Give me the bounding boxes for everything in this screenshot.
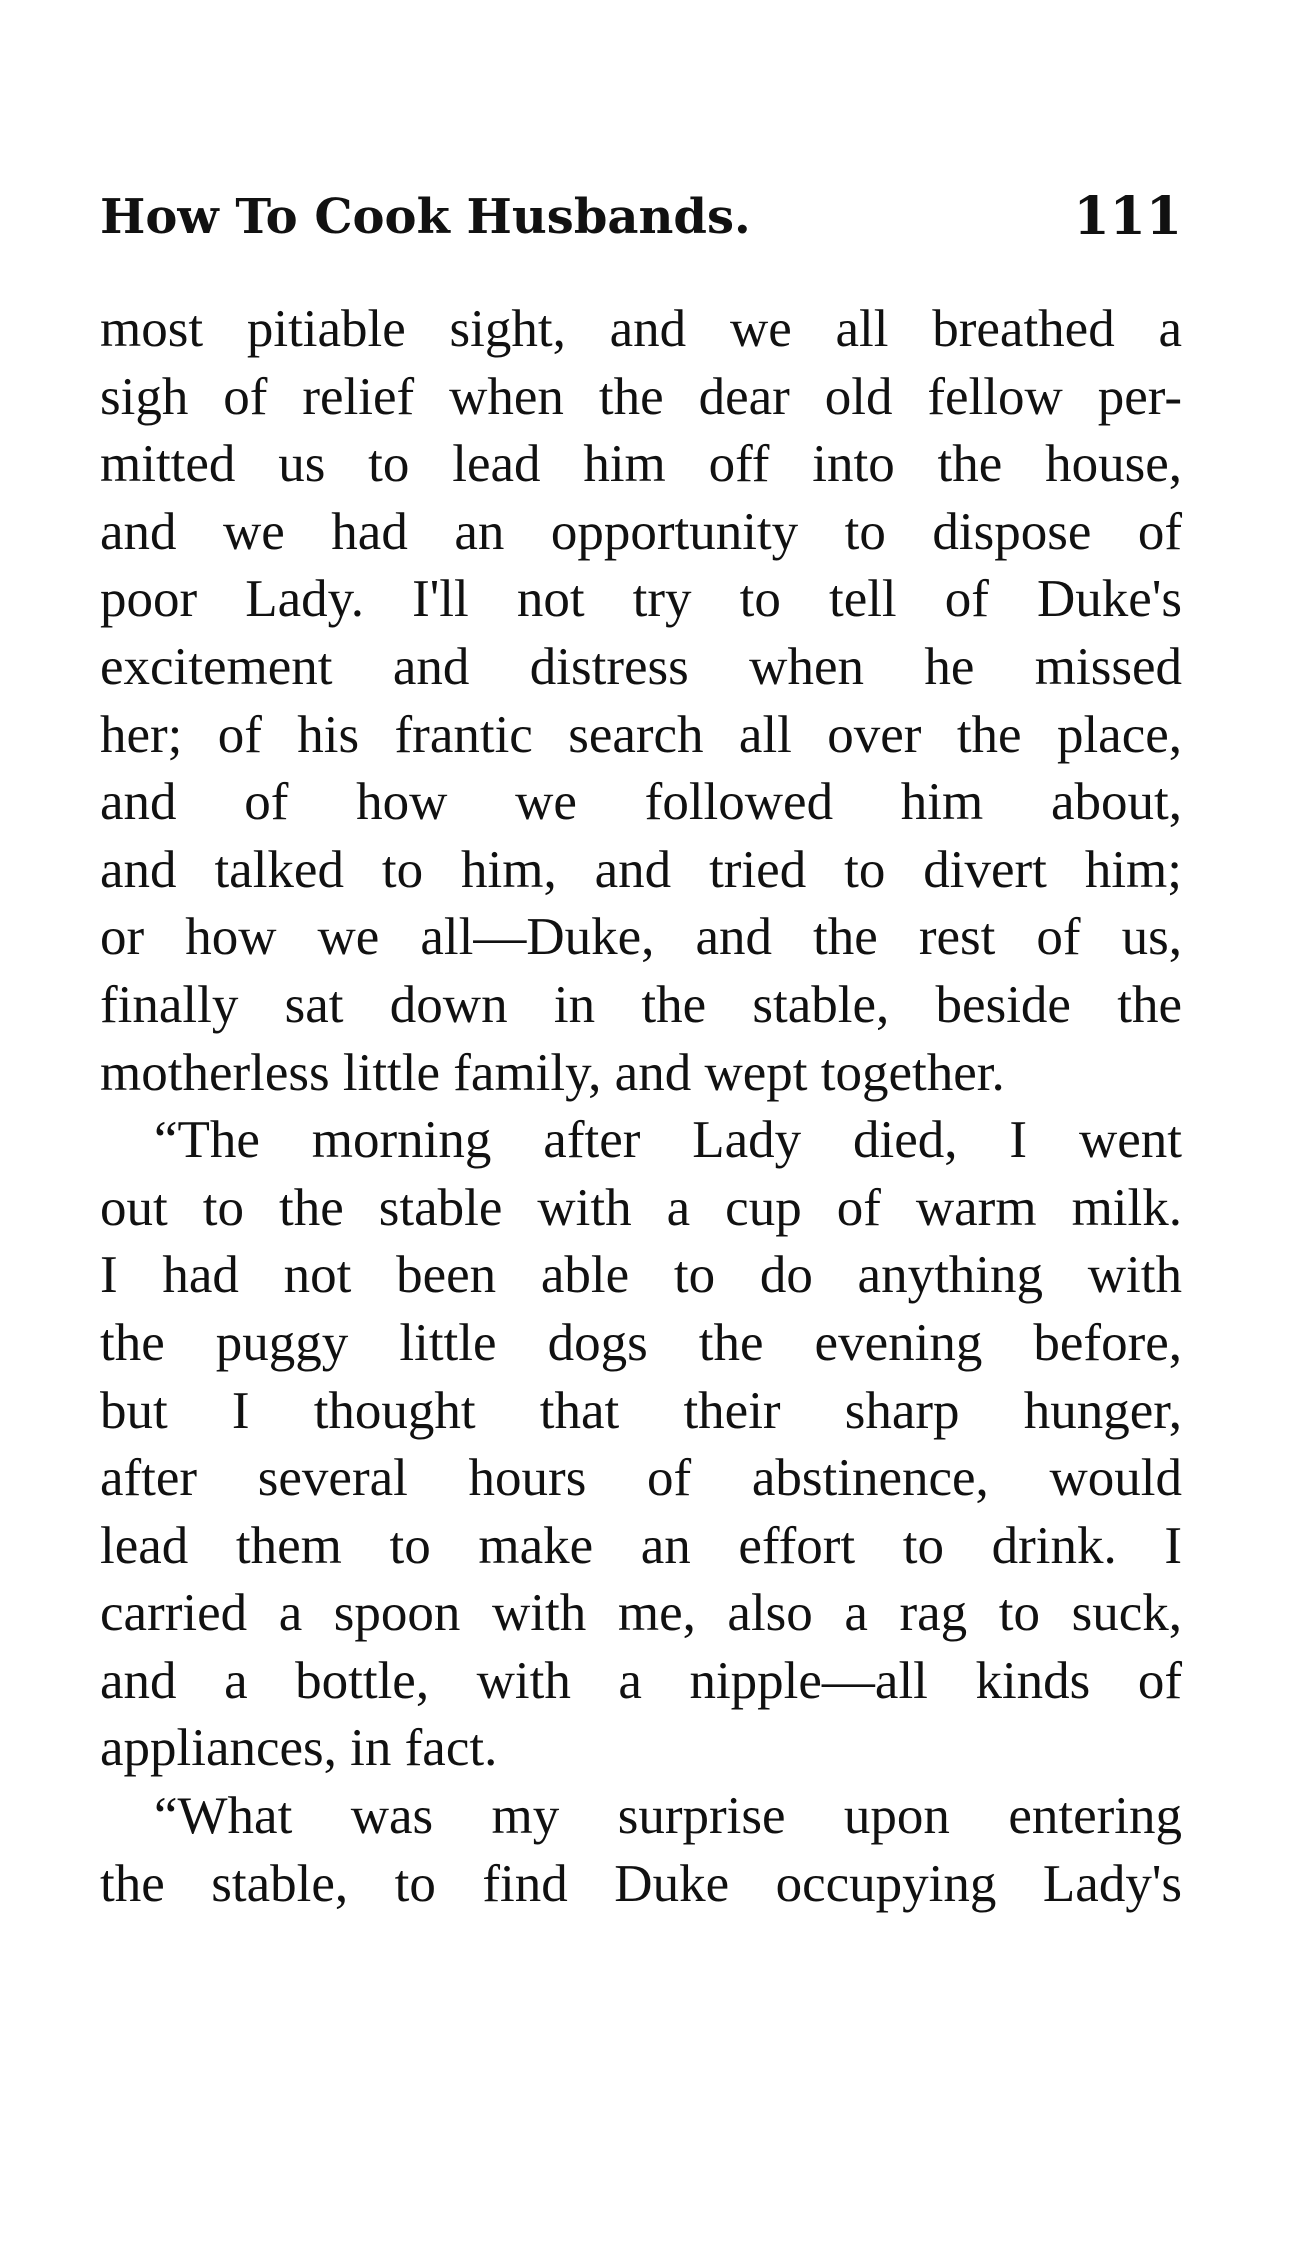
text-line: out to the stable with a cup of warm milk. [100, 1178, 1182, 1237]
text-line: sigh of relief when the dear old fellow per- [100, 367, 1182, 426]
text-line: motherless little family, and wept together. [100, 1043, 1005, 1102]
text-line: carried a spoon with me, also a rag to suck, [100, 1584, 1182, 1643]
text-line: the puggy little dogs the evening before, [100, 1313, 1182, 1372]
text-line: and we had an opportunity to dispose of [100, 502, 1182, 561]
text-line: poor Lady. I'll not try to tell of Duke's [100, 570, 1182, 629]
text-line: and a bottle, with a nipple—all kinds of [100, 1651, 1182, 1710]
paragraph-start-line: “The morning after Lady died, I went [154, 1111, 1182, 1170]
running-title: How To Cook Husbands. [100, 189, 751, 245]
running-head [100, 182, 1182, 252]
text-line: most pitiable sight, and we all breathed a [100, 300, 1182, 358]
text-line: lead them to make an effort to drink. I [100, 1516, 1182, 1575]
text-line: mitted us to lead him off into the house, [100, 435, 1182, 494]
body-text [100, 296, 1182, 1918]
text-line: and talked to him, and tried to divert him; [100, 840, 1182, 899]
text-line: her; of his frantic search all over the place, [100, 705, 1182, 764]
text-line: or how we all—Duke, and the rest of us, [100, 908, 1182, 967]
paragraph-start-line: “What was my surprise upon entering [154, 1787, 1182, 1846]
text-line: after several hours of abstinence, would [100, 1449, 1182, 1508]
text-line: finally sat down in the stable, beside the [100, 975, 1182, 1034]
page-number: 111 [1073, 186, 1182, 247]
text-line: the stable, to find Duke occupying Lady's [100, 1854, 1182, 1913]
text-line: and of how we followed him about, [100, 773, 1182, 832]
text-line: I had not been able to do anything with [100, 1246, 1182, 1305]
text-line: appliances, in fact. [100, 1719, 498, 1778]
text-line: excitement and distress when he missed [100, 637, 1182, 696]
text-line: but I thought that their sharp hunger, [100, 1381, 1182, 1440]
